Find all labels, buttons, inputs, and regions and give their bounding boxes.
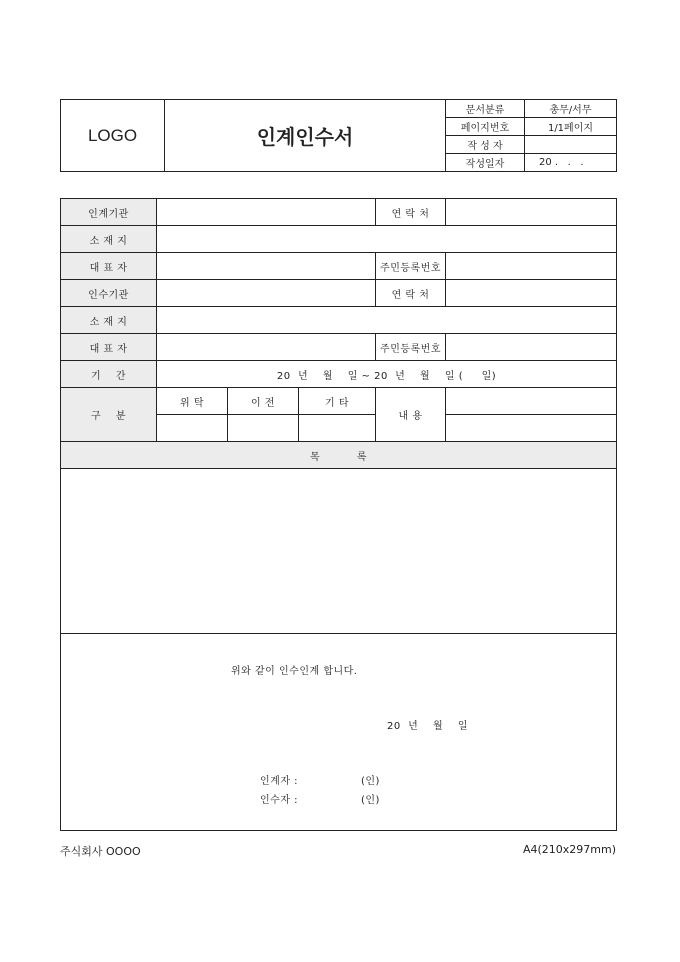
takeover-org-field[interactable] <box>157 280 376 307</box>
handover-rep-label: 대 표 자 <box>61 253 157 280</box>
category-label: 구 분 <box>61 388 157 442</box>
takeover-rep-field[interactable] <box>157 334 376 361</box>
takeover-contact-label: 연 락 처 <box>376 280 446 307</box>
meta-label-author: 작 성 자 <box>446 136 525 154</box>
header-table <box>60 99 617 172</box>
handover-address-label: 소 재 지 <box>61 226 157 253</box>
category-option-consign: 위 탁 <box>157 388 228 415</box>
content-field-2[interactable] <box>446 415 617 442</box>
statement-text: 위와 같이 인수인계 합니다. <box>231 666 358 677</box>
takeover-person-label: 인수자 : <box>260 795 299 806</box>
paper-size: A4(210x297mm) <box>522 843 616 856</box>
list-header: 목 록 <box>61 442 617 469</box>
takeover-seal[interactable]: (인) <box>361 795 380 806</box>
takeover-resident-label: 주민등록번호 <box>376 334 446 361</box>
takeover-address-label: 소 재 지 <box>61 307 157 334</box>
category-check-other[interactable] <box>299 415 376 442</box>
meta-value-category: 총무/서무 <box>525 100 617 118</box>
handover-form-table <box>60 198 617 831</box>
meta-value-page: 1/1페이지 <box>525 118 617 136</box>
handover-person-label: 인계자 : <box>260 776 299 787</box>
logo: LOGO <box>61 100 165 172</box>
document-title: 인계인수서 <box>165 100 446 172</box>
content-field-1[interactable] <box>446 388 617 415</box>
category-option-other: 기 타 <box>299 388 376 415</box>
company-name: 주식회사 OOOO <box>60 845 141 858</box>
handover-org-label: 인계기관 <box>61 199 157 226</box>
takeover-contact-field[interactable] <box>446 280 617 307</box>
list-body[interactable] <box>61 469 617 634</box>
period-label: 기 간 <box>61 361 157 388</box>
takeover-resident-field[interactable] <box>446 334 617 361</box>
takeover-org-label: 인수기관 <box>61 280 157 307</box>
takeover-rep-label: 대 표 자 <box>61 334 157 361</box>
meta-value-date[interactable]: 20 . . . <box>525 154 617 172</box>
category-check-consign[interactable] <box>157 415 228 442</box>
content-label: 내 용 <box>376 388 446 442</box>
handover-contact-label: 연 락 처 <box>376 199 446 226</box>
meta-label-page: 페이지번호 <box>446 118 525 136</box>
handover-resident-field[interactable] <box>446 253 617 280</box>
handover-address-field[interactable] <box>157 226 617 253</box>
category-option-transfer: 이 전 <box>228 388 299 415</box>
meta-label-category: 문서분류 <box>446 100 525 118</box>
meta-value-author[interactable] <box>525 136 617 154</box>
handover-org-field[interactable] <box>157 199 376 226</box>
period-field[interactable]: 20 년 월 일 ~ 20 년 월 일 ( 일) <box>157 361 617 388</box>
signature-block <box>61 634 617 831</box>
handover-resident-label: 주민등록번호 <box>376 253 446 280</box>
sign-date[interactable]: 20 년 월 일 <box>387 721 468 732</box>
category-check-transfer[interactable] <box>228 415 299 442</box>
handover-rep-field[interactable] <box>157 253 376 280</box>
takeover-address-field[interactable] <box>157 307 617 334</box>
meta-label-date: 작성일자 <box>446 154 525 172</box>
handover-seal[interactable]: (인) <box>361 776 380 787</box>
handover-contact-field[interactable] <box>446 199 617 226</box>
